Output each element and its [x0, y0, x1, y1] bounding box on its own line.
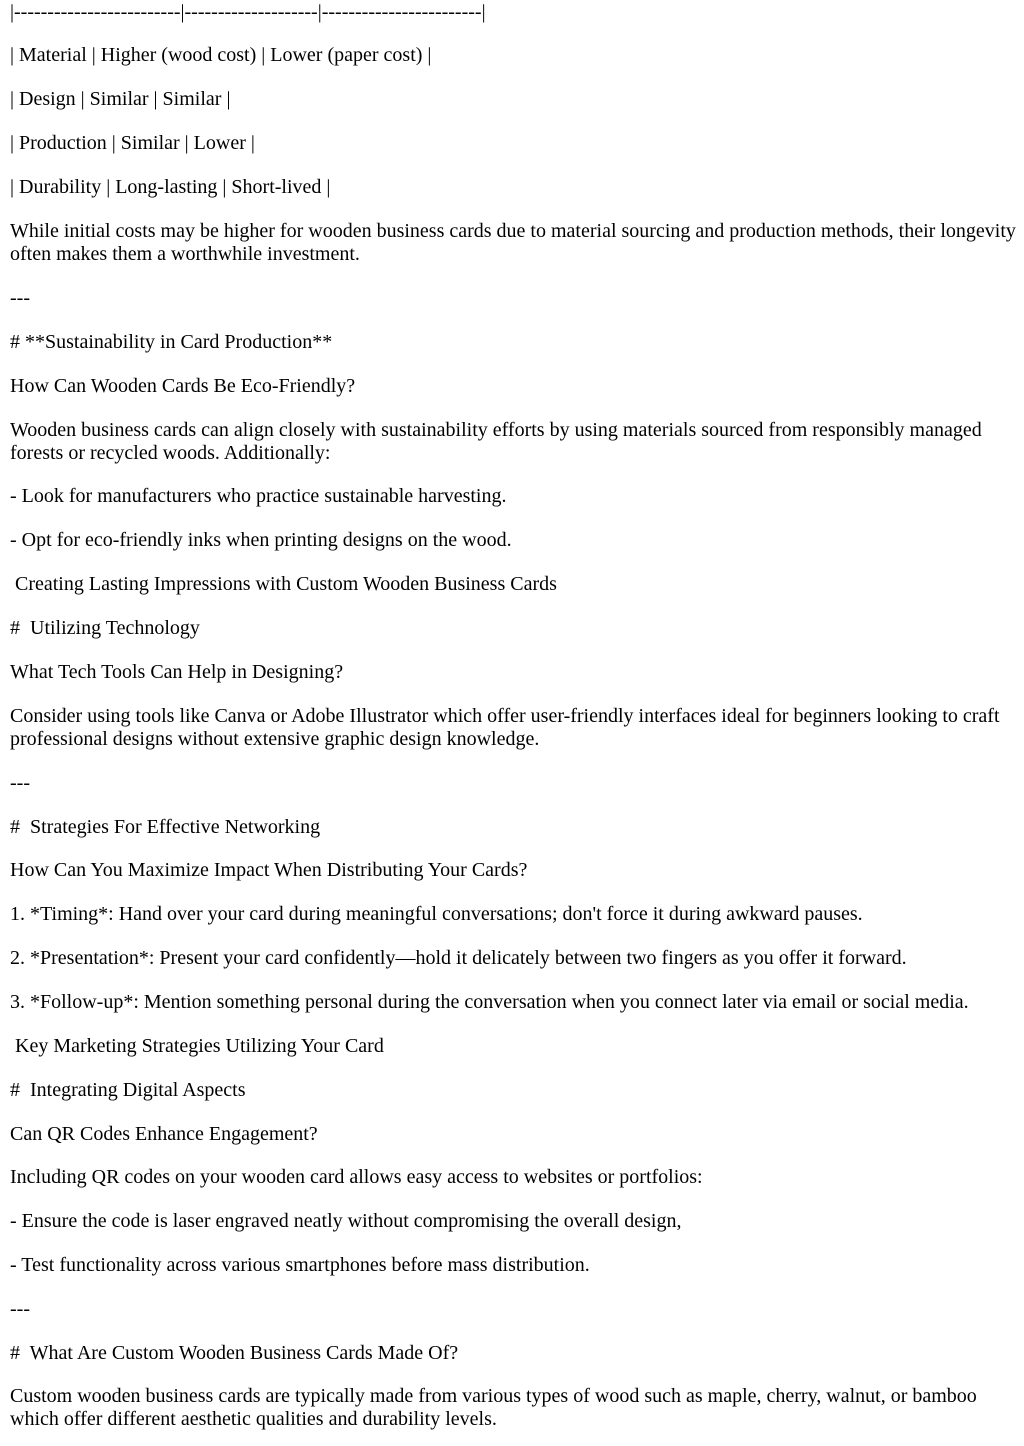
- section-title-impressions: Creating Lasting Impressions with Custom Wooden Business Cards: [10, 573, 557, 595]
- separator: ---: [10, 772, 30, 794]
- separator: ---: [10, 1298, 30, 1320]
- heading-networking: # Strategies For Effective Networking: [10, 816, 321, 838]
- table-row-material: | Material | Higher (wood cost) | Lower (paper cost) |: [10, 44, 432, 66]
- list-item: - Test functionality across various smartphones before mass distribution.: [10, 1254, 590, 1276]
- heading-sustainability: # **Sustainability in Card Production**: [10, 331, 333, 353]
- tools-paragraph: Consider using tools like Canva or Adobe Illustrator which offer user-friendly interfaces ideal for beginners looking to craft professional designs without extensive graphic design knowledge.: [10, 705, 1005, 750]
- numbered-item-timing: 1. *Timing*: Hand over your card during meaningful conversations; don't force it during awkward pauses.: [10, 903, 863, 925]
- separator: ---: [10, 287, 30, 309]
- materials-paragraph: Custom wooden business cards are typically made from various types of wood such as maple, cherry, walnut, or bamboo which offer different aesthetic qualities and durability levels.: [10, 1385, 982, 1430]
- section-title-marketing: Key Marketing Strategies Utilizing Your Card: [10, 1035, 384, 1057]
- list-item: - Ensure the code is laser engraved neatly without compromising the overall design,: [10, 1210, 682, 1232]
- sustainability-paragraph: Wooden business cards can align closely with sustainability efforts by using materials sourced from responsibly managed forests or recycled woods. Additionally:: [10, 419, 987, 464]
- table-row-production: | Production | Similar | Lower |: [10, 132, 255, 154]
- cost-paragraph: While initial costs may be higher for wooden business cards due to material sourcing and production methods, their longevity often makes them a worthwhile investment.: [10, 220, 1021, 265]
- qr-paragraph: Including QR codes on your wooden card allows easy access to websites or portfolios:: [10, 1166, 703, 1188]
- question-eco-friendly: How Can Wooden Cards Be Eco-Friendly?: [10, 375, 356, 397]
- table-row-design: | Design | Similar | Similar |: [10, 88, 231, 110]
- numbered-item-follow-up: 3. *Follow-up*: Mention something personal during the conversation when you connect later via email or social media.: [10, 991, 969, 1013]
- question-qr-codes: Can QR Codes Enhance Engagement?: [10, 1123, 318, 1145]
- list-item: - Look for manufacturers who practice sustainable harvesting.: [10, 485, 507, 507]
- heading-digital-aspects: # Integrating Digital Aspects: [10, 1079, 246, 1101]
- list-item: - Opt for eco-friendly inks when printing designs on the wood.: [10, 529, 512, 551]
- table-divider-row: |-------------------------|--------------------|------------------------|: [10, 1, 486, 23]
- numbered-item-presentation: 2. *Presentation*: Present your card confidently—hold it delicately between two fingers as you offer it forward.: [10, 947, 907, 969]
- table-row-durability: | Durability | Long-lasting | Short-lived |: [10, 176, 331, 198]
- question-maximize-impact: How Can You Maximize Impact When Distributing Your Cards?: [10, 859, 528, 881]
- question-tech-tools: What Tech Tools Can Help in Designing?: [10, 661, 344, 683]
- heading-made-of: # What Are Custom Wooden Business Cards Made Of?: [10, 1342, 459, 1364]
- heading-technology: # Utilizing Technology: [10, 617, 200, 639]
